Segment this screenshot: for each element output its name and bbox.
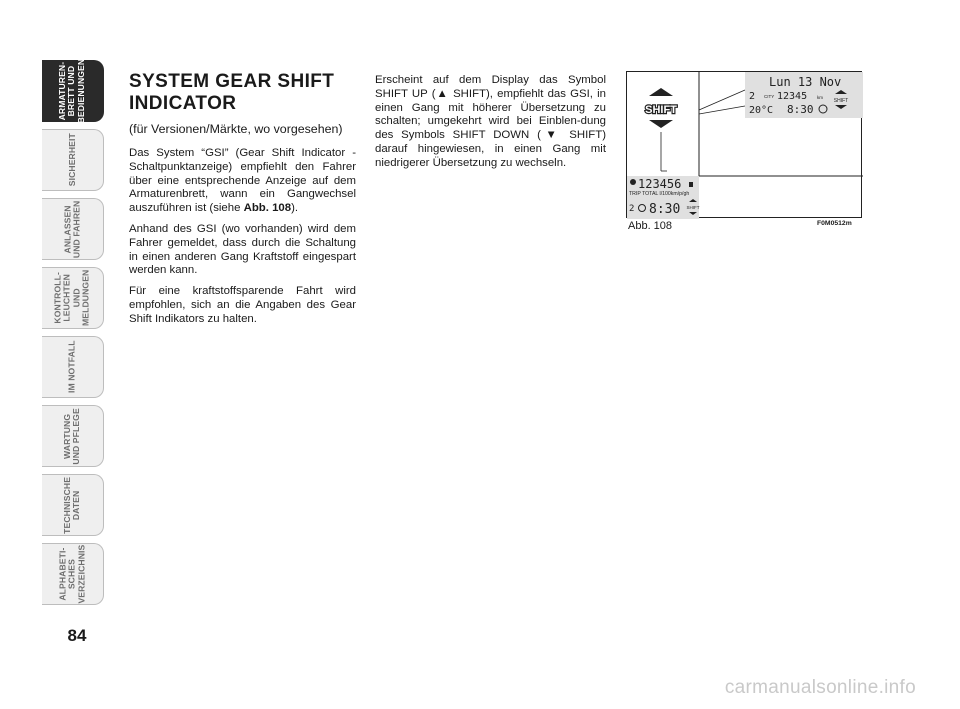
title-line-2: INDICATOR [129, 93, 237, 114]
tab-label: WARTUNG UND PFLEGE [62, 407, 82, 465]
display-unit: km [817, 95, 823, 100]
display-shift: SHIFT [833, 98, 849, 104]
display-date: Lun 13 Nov [769, 75, 842, 89]
shift-up-arrow-icon [649, 88, 673, 96]
watermark: carmanualsonline.info [724, 677, 916, 698]
display-mode: CITY [764, 94, 775, 99]
tab-kontrollleuchten[interactable] [42, 267, 104, 329]
display-odometer: 12345 [777, 91, 808, 102]
paragraph-shift-explanation [375, 74, 606, 171]
page-number: 84 [67, 626, 87, 645]
display-bottom-shift: SHIFT [686, 205, 700, 210]
paragraph-recommendation: Für eine kraftstoffsparende Fahrt wird empfohlen, sich an die Angaben des Gear Shift Indikators zu halten. [129, 285, 356, 325]
display-bottom-labels: TRIP TOTAL l/100km/p/gh [629, 191, 690, 197]
tab-label: ANLASSEN UND FAHREN [62, 200, 82, 258]
instrument-display-illustration [627, 72, 863, 219]
section-title [129, 71, 356, 115]
paragraph-intro-text: Das System “GSI” (Gear Shift Indicator - Schaltpunktanzeige) empfiehlt den Fahrer über eine entsprechende Anzeige auf dem Armaturenbrett, wann ein Gangwechsel auszuführen ist (siehe [129, 147, 356, 215]
tab-technische-daten[interactable] [42, 474, 104, 536]
display-temp: 20°C [749, 105, 774, 116]
tab-label: KONTROLL- LEUCHTEN UND MELDUNGEN [52, 269, 91, 327]
tab-label: ARMATUREN- BRETT UND BEDIENUNGEN [57, 58, 87, 124]
tab-label: SICHERHEIT [66, 133, 77, 187]
tab-label: TECHNISCHE DATEN [62, 476, 82, 534]
shift-up-icon: ▲ [435, 87, 449, 100]
tab-armaturenbrett[interactable] [42, 60, 104, 122]
display-bottom-odometer: 123456 [638, 177, 682, 191]
trip-icon [630, 179, 636, 185]
fuel-icon [689, 182, 693, 187]
shift-down-arrow-icon [649, 120, 673, 128]
display-gear: 2 [749, 91, 756, 102]
display-time: 8:30 [787, 103, 814, 116]
shift-text-1: Erscheint auf dem Display das Symbol SHIFT UP ( [375, 74, 606, 100]
shift-down-icon: ▼ [540, 129, 562, 142]
chapter-tabs [42, 60, 104, 612]
section-subtitle: (für Versionen/Märkte, wo vorgesehen) [129, 122, 343, 136]
paragraph-gsi: Anhand des GSI (wo vorhanden) wird dem Fahrer gemeldet, dass durch die Schaltung in einen anderen Gang Kraftstoff eingespart werden kann. [129, 222, 356, 277]
figure-reference[interactable]: Abb. 108 [243, 202, 292, 215]
figure-code: F0M0512m [817, 220, 852, 227]
tab-sicherheit[interactable] [42, 129, 104, 191]
shift-big-label: SHIFT [645, 104, 677, 116]
figure-108 [626, 71, 862, 218]
tab-im-notfall[interactable] [42, 336, 104, 398]
tab-label: IM NOTFALL [66, 340, 77, 394]
text-column-1 [129, 71, 356, 334]
paragraph-intro-end: ). [291, 202, 299, 215]
figure-caption: Abb. 108 [628, 220, 673, 232]
shift-text-2: SHIFT), empfiehlt das GSI, in einen Gang mit höherer Übersetzung zu schalten; umgekehrt wird bei Einblen-dung des Symbols SHIFT DOWN ( [375, 87, 606, 142]
title-line-1: SYSTEM GEAR SHIFT [129, 71, 335, 92]
tab-anlassen[interactable] [42, 198, 104, 260]
paragraph-intro [129, 147, 356, 216]
text-column-2 [375, 74, 606, 178]
display-bottom-gear: 2 [629, 204, 635, 214]
shift-text-3: SHIFT) darauf hingewiesen, in einen Gang mit niedrigerer Übersetzung zu wechseln. [375, 129, 606, 169]
display-bottom-time: 8:30 [649, 202, 681, 217]
tab-label: ALPHABETI- SCHES VERZEICHNIS [57, 544, 87, 604]
tab-verzeichnis[interactable] [42, 543, 104, 605]
tab-wartung[interactable] [42, 405, 104, 467]
